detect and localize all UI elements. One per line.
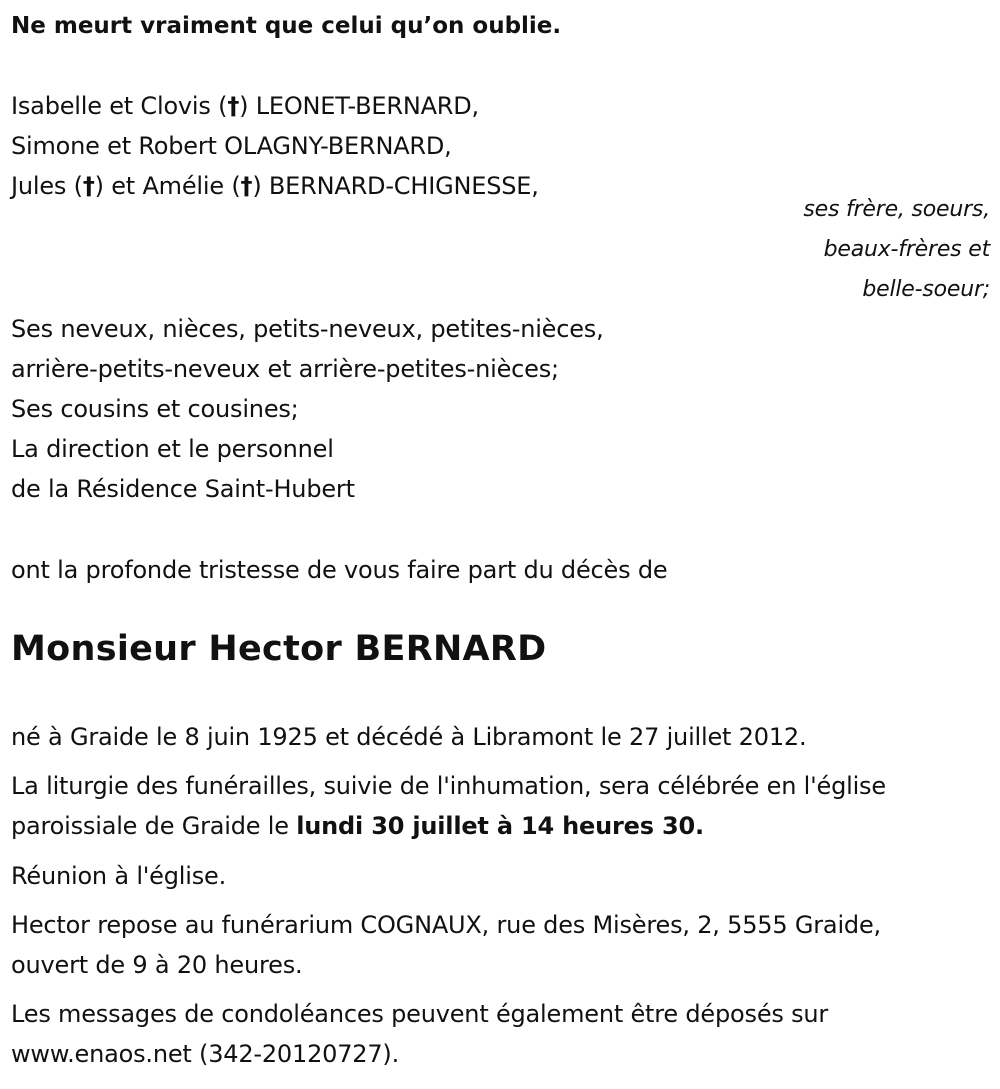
relation-line-3: belle-soeur; — [862, 277, 990, 302]
others-line-2: arrière-petits-neveux et arrière-petites-nièces; — [11, 355, 559, 383]
others-line-4: La direction et le personnel — [11, 435, 334, 463]
family-line-3: Jules (†) et Amélie (†) BERNARD-CHIGNESSE, — [11, 172, 539, 200]
others-line-5: de la Résidence Saint-Hubert — [11, 475, 355, 503]
liturgy-line-2: paroissiale de Graide le lundi 30 juillet à 14 heures 30. — [11, 812, 704, 840]
liturgy-date: lundi 30 juillet à 14 heures 30. — [296, 812, 704, 840]
funeral-home-line-2: ouvert de 9 à 20 heures. — [11, 951, 303, 979]
deceased-name: Monsieur Hector BERNARD — [11, 629, 547, 669]
announcement: ont la profonde tristesse de vous faire part du décès de — [11, 556, 668, 584]
cross-icon: † — [227, 92, 240, 120]
meeting: Réunion à l'église. — [11, 862, 227, 890]
others-line-1: Ses neveux, nièces, petits-neveux, petites-nièces, — [11, 315, 604, 343]
birth-death: né à Graide le 8 juin 1925 et décédé à Libramont le 27 juillet 2012. — [11, 723, 807, 751]
relation-line-1: ses frère, soeurs, — [803, 197, 990, 222]
family-line-1: Isabelle et Clovis (†) LEONET-BERNARD, — [11, 92, 479, 120]
condolences-line-1: Les messages de condoléances peuvent également être déposés sur — [11, 1000, 829, 1028]
others-line-3: Ses cousins et cousines; — [11, 395, 299, 423]
liturgy-line-1: La liturgie des funérailles, suivie de l'inhumation, sera célébrée en l'église — [11, 772, 886, 800]
family-line-2: Simone et Robert OLAGNY-BERNARD, — [11, 132, 452, 160]
condolences-line-2: www.enaos.net (342-20120727). — [11, 1040, 400, 1068]
epitaph-quote: Ne meurt vraiment que celui qu’on oublie. — [11, 13, 562, 39]
cross-icon: † — [82, 172, 95, 200]
cross-icon: † — [240, 172, 253, 200]
funeral-home-line-1: Hector repose au funérarium COGNAUX, rue des Misères, 2, 5555 Graide, — [11, 911, 881, 939]
relation-line-2: beaux-frères et — [823, 237, 990, 262]
